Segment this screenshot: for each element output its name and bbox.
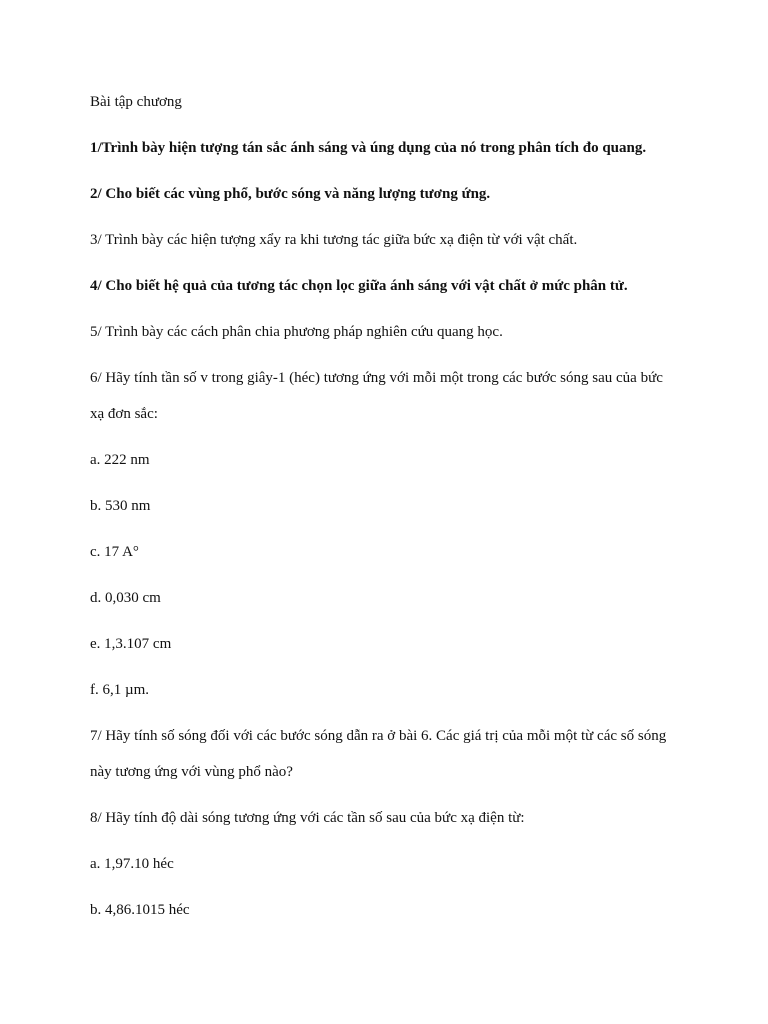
question-6-item-d: d. 0,030 cm	[90, 590, 161, 606]
question-6-item-e: e. 1,3.107 cm	[90, 636, 172, 652]
question-7-line-2: này tương ứng với vùng phổ nào?	[90, 764, 293, 780]
question-6-line-1: 6/ Hãy tính tần số v trong giây-1 (héc) tương ứng với mỗi một trong các bước sóng sau của bức	[90, 370, 663, 386]
question-8-item-a: a. 1,97.10 héc	[90, 856, 174, 872]
question-6-line-2: xạ đơn sắc:	[90, 406, 158, 422]
document-heading: Bài tập chương	[90, 94, 182, 110]
question-8: 8/ Hãy tính độ dài sóng tương ứng với các tần số sau của bức xạ điện từ:	[90, 810, 525, 826]
question-2: 2/ Cho biết các vùng phổ, bước sóng và năng lượng tương ứng.	[90, 186, 491, 202]
question-6-item-b: b. 530 nm	[90, 498, 151, 514]
question-4: 4/ Cho biết hệ quả của tương tác chọn lọc giữa ánh sáng với vật chất ở mức phân tử.	[90, 278, 628, 294]
question-3: 3/ Trình bày các hiện tượng xẩy ra khi tương tác giữa bức xạ điện từ với vật chất.	[90, 232, 578, 248]
question-1: 1/Trình bày hiện tượng tán sắc ánh sáng và úng dụng của nó trong phân tích đo quang.	[90, 140, 647, 156]
question-5: 5/ Trình bày các cách phân chia phương pháp nghiên cứu quang học.	[90, 324, 503, 340]
question-6-item-a: a. 222 nm	[90, 452, 150, 468]
question-7-line-1: 7/ Hãy tính số sóng đối với các bước sóng dẫn ra ở bài 6. Các giá trị của mỗi một từ các số sóng	[90, 728, 667, 744]
question-6-item-f: f. 6,1 µm.	[90, 682, 150, 698]
question-6-item-c: c. 17 A°	[90, 544, 139, 560]
question-8-item-b: b. 4,86.1015 héc	[90, 902, 190, 918]
